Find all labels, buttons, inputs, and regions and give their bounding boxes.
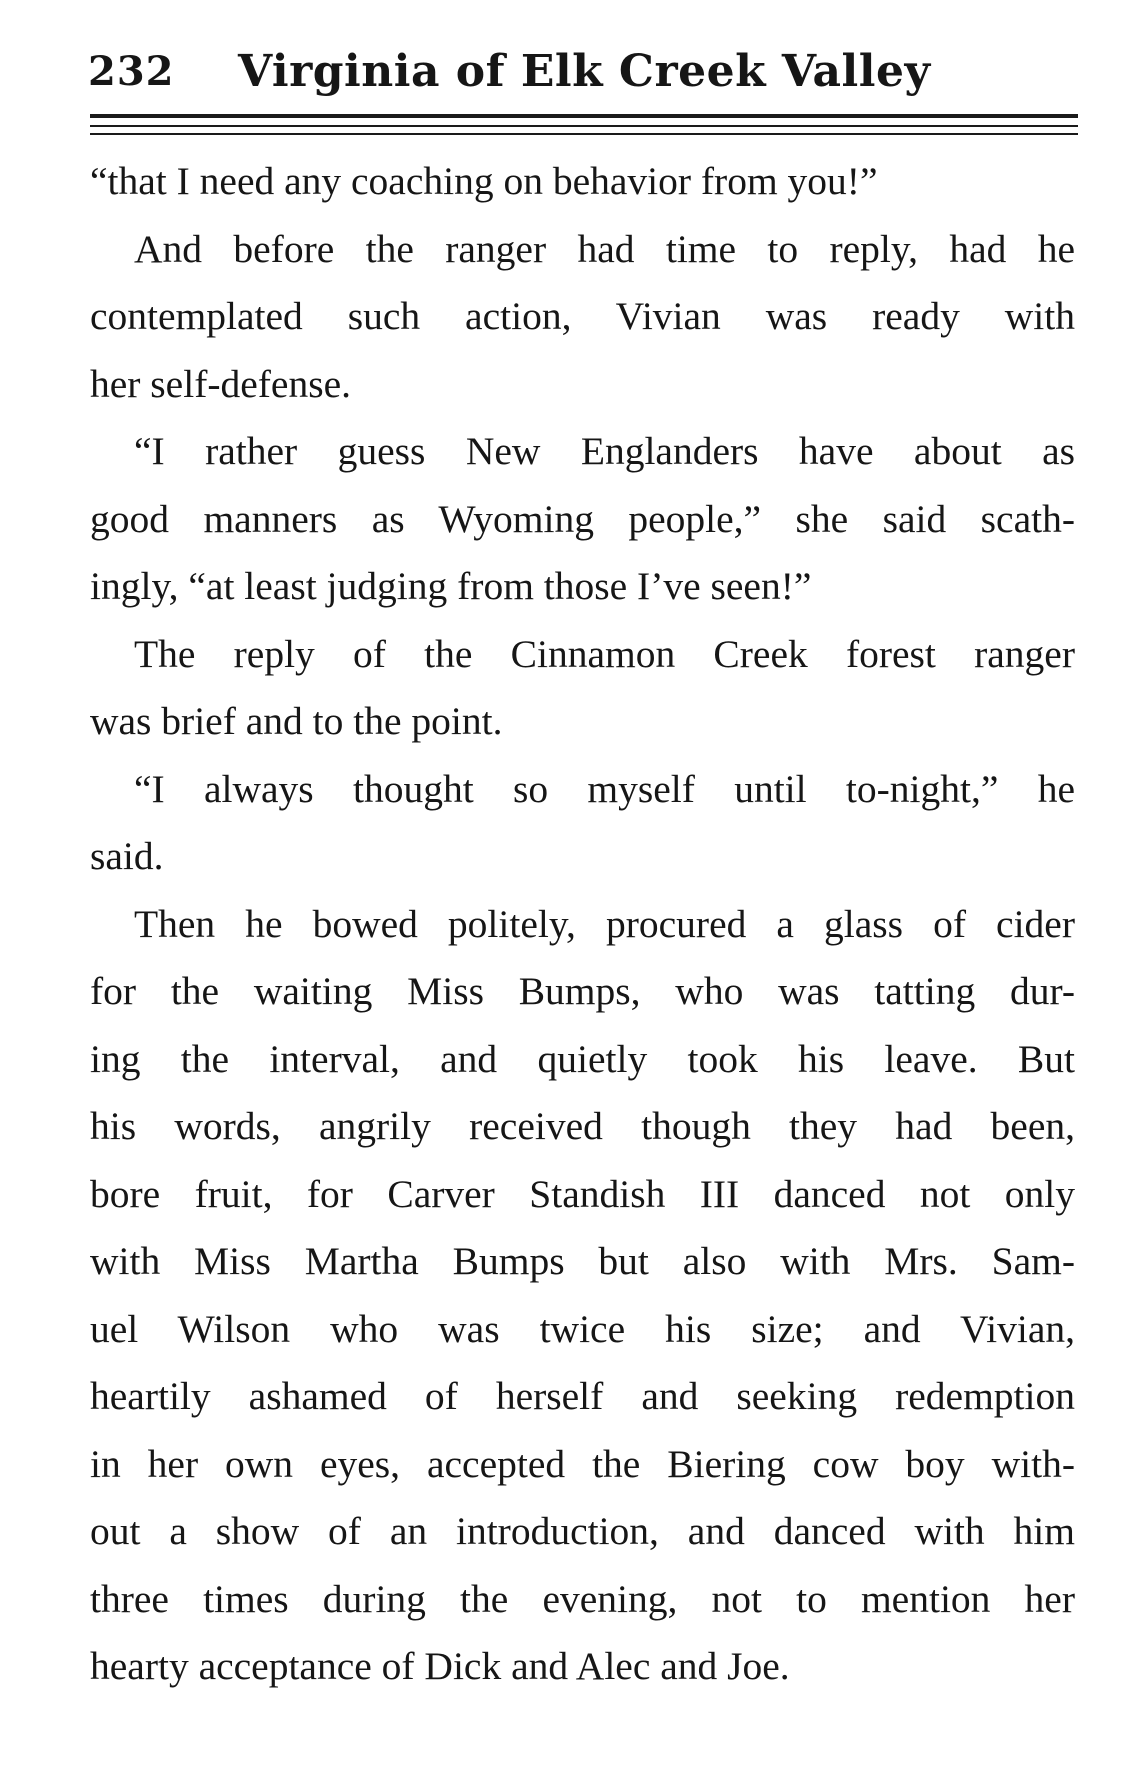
text-line: ingly, “at least judging from those I’ve seen!” (90, 564, 812, 608)
text-line: in her own eyes, accepted the Biering cow boy with- (90, 1441, 1075, 1486)
body-text (90, 148, 1075, 1701)
text-line: contemplated such action, Vivian was ready with (90, 294, 1075, 338)
text-line: “that I need any coaching on behavior from you!” (90, 159, 878, 203)
header-rule-thick (90, 114, 1078, 118)
text-line: And before the ranger had time to reply, had he (134, 226, 1075, 271)
text-line: her self-defense. (90, 361, 351, 406)
text-line: ing the interval, and quietly took his leave. But (90, 1036, 1075, 1081)
header-rule-thin (90, 125, 1078, 127)
text-line: hearty acceptance of Dick and Alec and Joe. (90, 1644, 790, 1688)
text-line: three times during the evening, not to mention her (90, 1576, 1075, 1621)
text-line: heartily ashamed of herself and seeking redemption (90, 1374, 1075, 1418)
page-number: 232 (88, 48, 175, 95)
text-line: good manners as Wyoming people,” she said scath- (90, 496, 1075, 541)
text-line: with Miss Martha Bumps but also with Mrs. Sam- (90, 1239, 1075, 1283)
header-rule-thin-lower (90, 133, 1078, 135)
text-line: out a show of an introduction, and danced with him (90, 1509, 1075, 1553)
text-line: was brief and to the point. (90, 699, 503, 743)
text-line: for the waiting Miss Bumps, who was tatting dur- (90, 969, 1075, 1013)
text-line: The reply of the Cinnamon Creek forest ranger (134, 631, 1075, 676)
text-line: Then he bowed politely, procured a glass of cider (134, 901, 1075, 946)
text-line: “I always thought so myself until to-night,” he (134, 766, 1075, 811)
text-line: his words, angrily received though they had been, (90, 1104, 1075, 1148)
text-line: bore fruit, for Carver Standish III danced not only (90, 1171, 1075, 1216)
running-title: Virginia of Elk Creek Valley (238, 46, 931, 97)
page-header (88, 42, 1048, 106)
text-line: uel Wilson who was twice his size; and Vivian, (90, 1306, 1075, 1351)
text-line: “I rather guess New Englanders have about as (134, 429, 1075, 473)
text-line: said. (90, 834, 164, 878)
